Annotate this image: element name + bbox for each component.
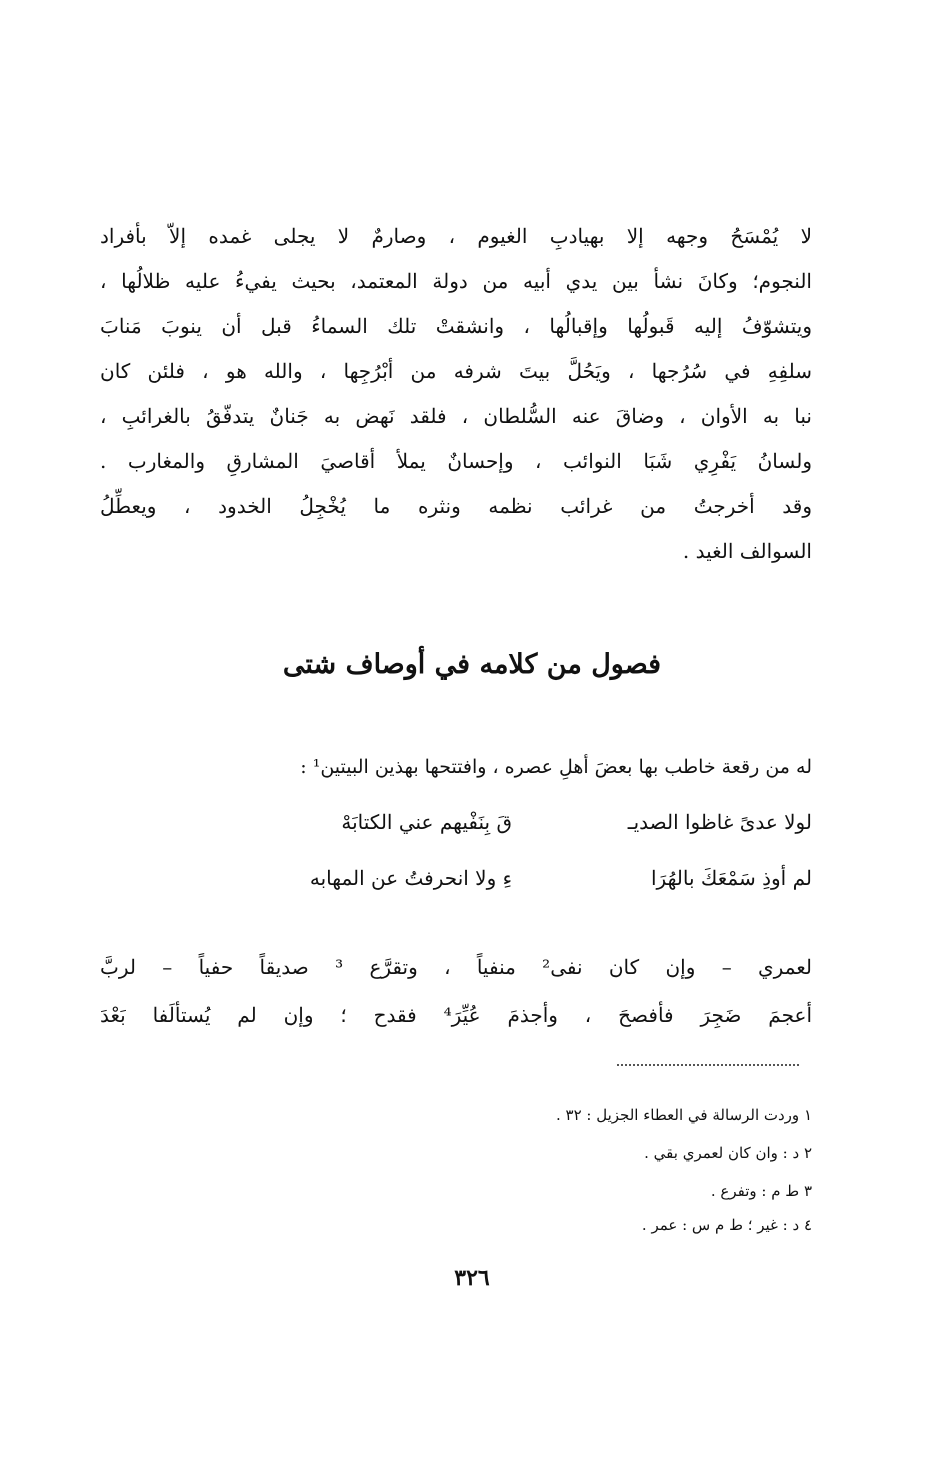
text-line: وقد أخرجتُ من غرائب نظمه ونثره ما يُخْجِلُ الخدود ، ويعطِّلُ <box>100 494 812 518</box>
text-line: لعمري – وإن كان نفى² منفياً ، وتقرَّع ³ صديقاً حفياً – لربَّ <box>100 955 812 979</box>
prose-paragraph-bottom <box>100 943 812 1039</box>
prose-paragraph-top <box>100 214 812 574</box>
section-heading: فصول من كلامه في أوصاف شتى <box>282 649 662 680</box>
text-line: نبا به الأوان ، وضاقَ عنه السُّلطان ، فلقد نَهض به جَنانٌ يتدفّقُ بالغرائبِ ، <box>100 404 812 428</box>
verse-first-hemistich: لم أوذِ سَمْعَكَ بالهُرَا <box>651 866 812 890</box>
footnote: ٤ د : غير ؛ ط م س : عمر . <box>641 1216 812 1234</box>
text-line: ويتشوّفُ إليه قَبولُها وإقبالُها ، وانشقتْ تلك السماءُ قبل أن ينوبَ مَنابَ <box>100 314 812 338</box>
text-line: أعجمَ ضَجِرَ فأفصحَ ، وأجذمَ عُيِّرَ⁴ فقدح ؛ وإن لم يُستألَفا بَعْدَ <box>100 1003 812 1027</box>
footnote: ٣ ط م : وتفرع . <box>710 1182 812 1200</box>
text-line: النجوم؛ وكانَ نشأ بين يدي أبيه من دولة المعتمد، بحيث يفيءُ عليه ظلالُها ، <box>100 269 812 293</box>
verse-first-hemistich: لولا عدىً غاظوا الصديـ <box>627 810 812 834</box>
verse-line <box>172 856 812 900</box>
verse-second-hemistich: ءِ ولا انحرفتُ عن المهابه <box>309 866 512 890</box>
text-line: ولسانُ يَفْرِي شَبَا النوائب ، وإحسانٌ يملأ أقاصيَ المشارقِ والمغارب . <box>100 449 812 473</box>
verse-second-hemistich: قَ بِنَفْيهم عني الكتابَهْ <box>341 810 512 834</box>
text-line: سلفِهِ في سُرُجها ، ويَحُلَّ بيتَ شرفه من أبْرُجِها ، والله هو ، فلئن كان <box>100 359 812 383</box>
footnote-divider <box>617 1064 799 1066</box>
verse-line <box>172 800 812 844</box>
footnote: ٢ د : وان كان لعمري بقي . <box>644 1144 812 1162</box>
text-line: السوالف الغيد . <box>682 539 812 563</box>
intro-line: له من رقعة خاطب بها بعضَ أهلِ عصره ، وافتتحها بهذين البيتين¹ : <box>300 756 812 778</box>
text-line: لا يُمْسَحُ وجهه إلا بهيادبِ الغيوم ، وصارمٌ لا يجلى غمده إلاّ بأفراد <box>100 224 812 248</box>
footnote: ١ وردت الرسالة في العطاء الجزيل : ٣٢ . <box>555 1106 812 1124</box>
page-number: ٣٢٦ <box>454 1265 490 1291</box>
